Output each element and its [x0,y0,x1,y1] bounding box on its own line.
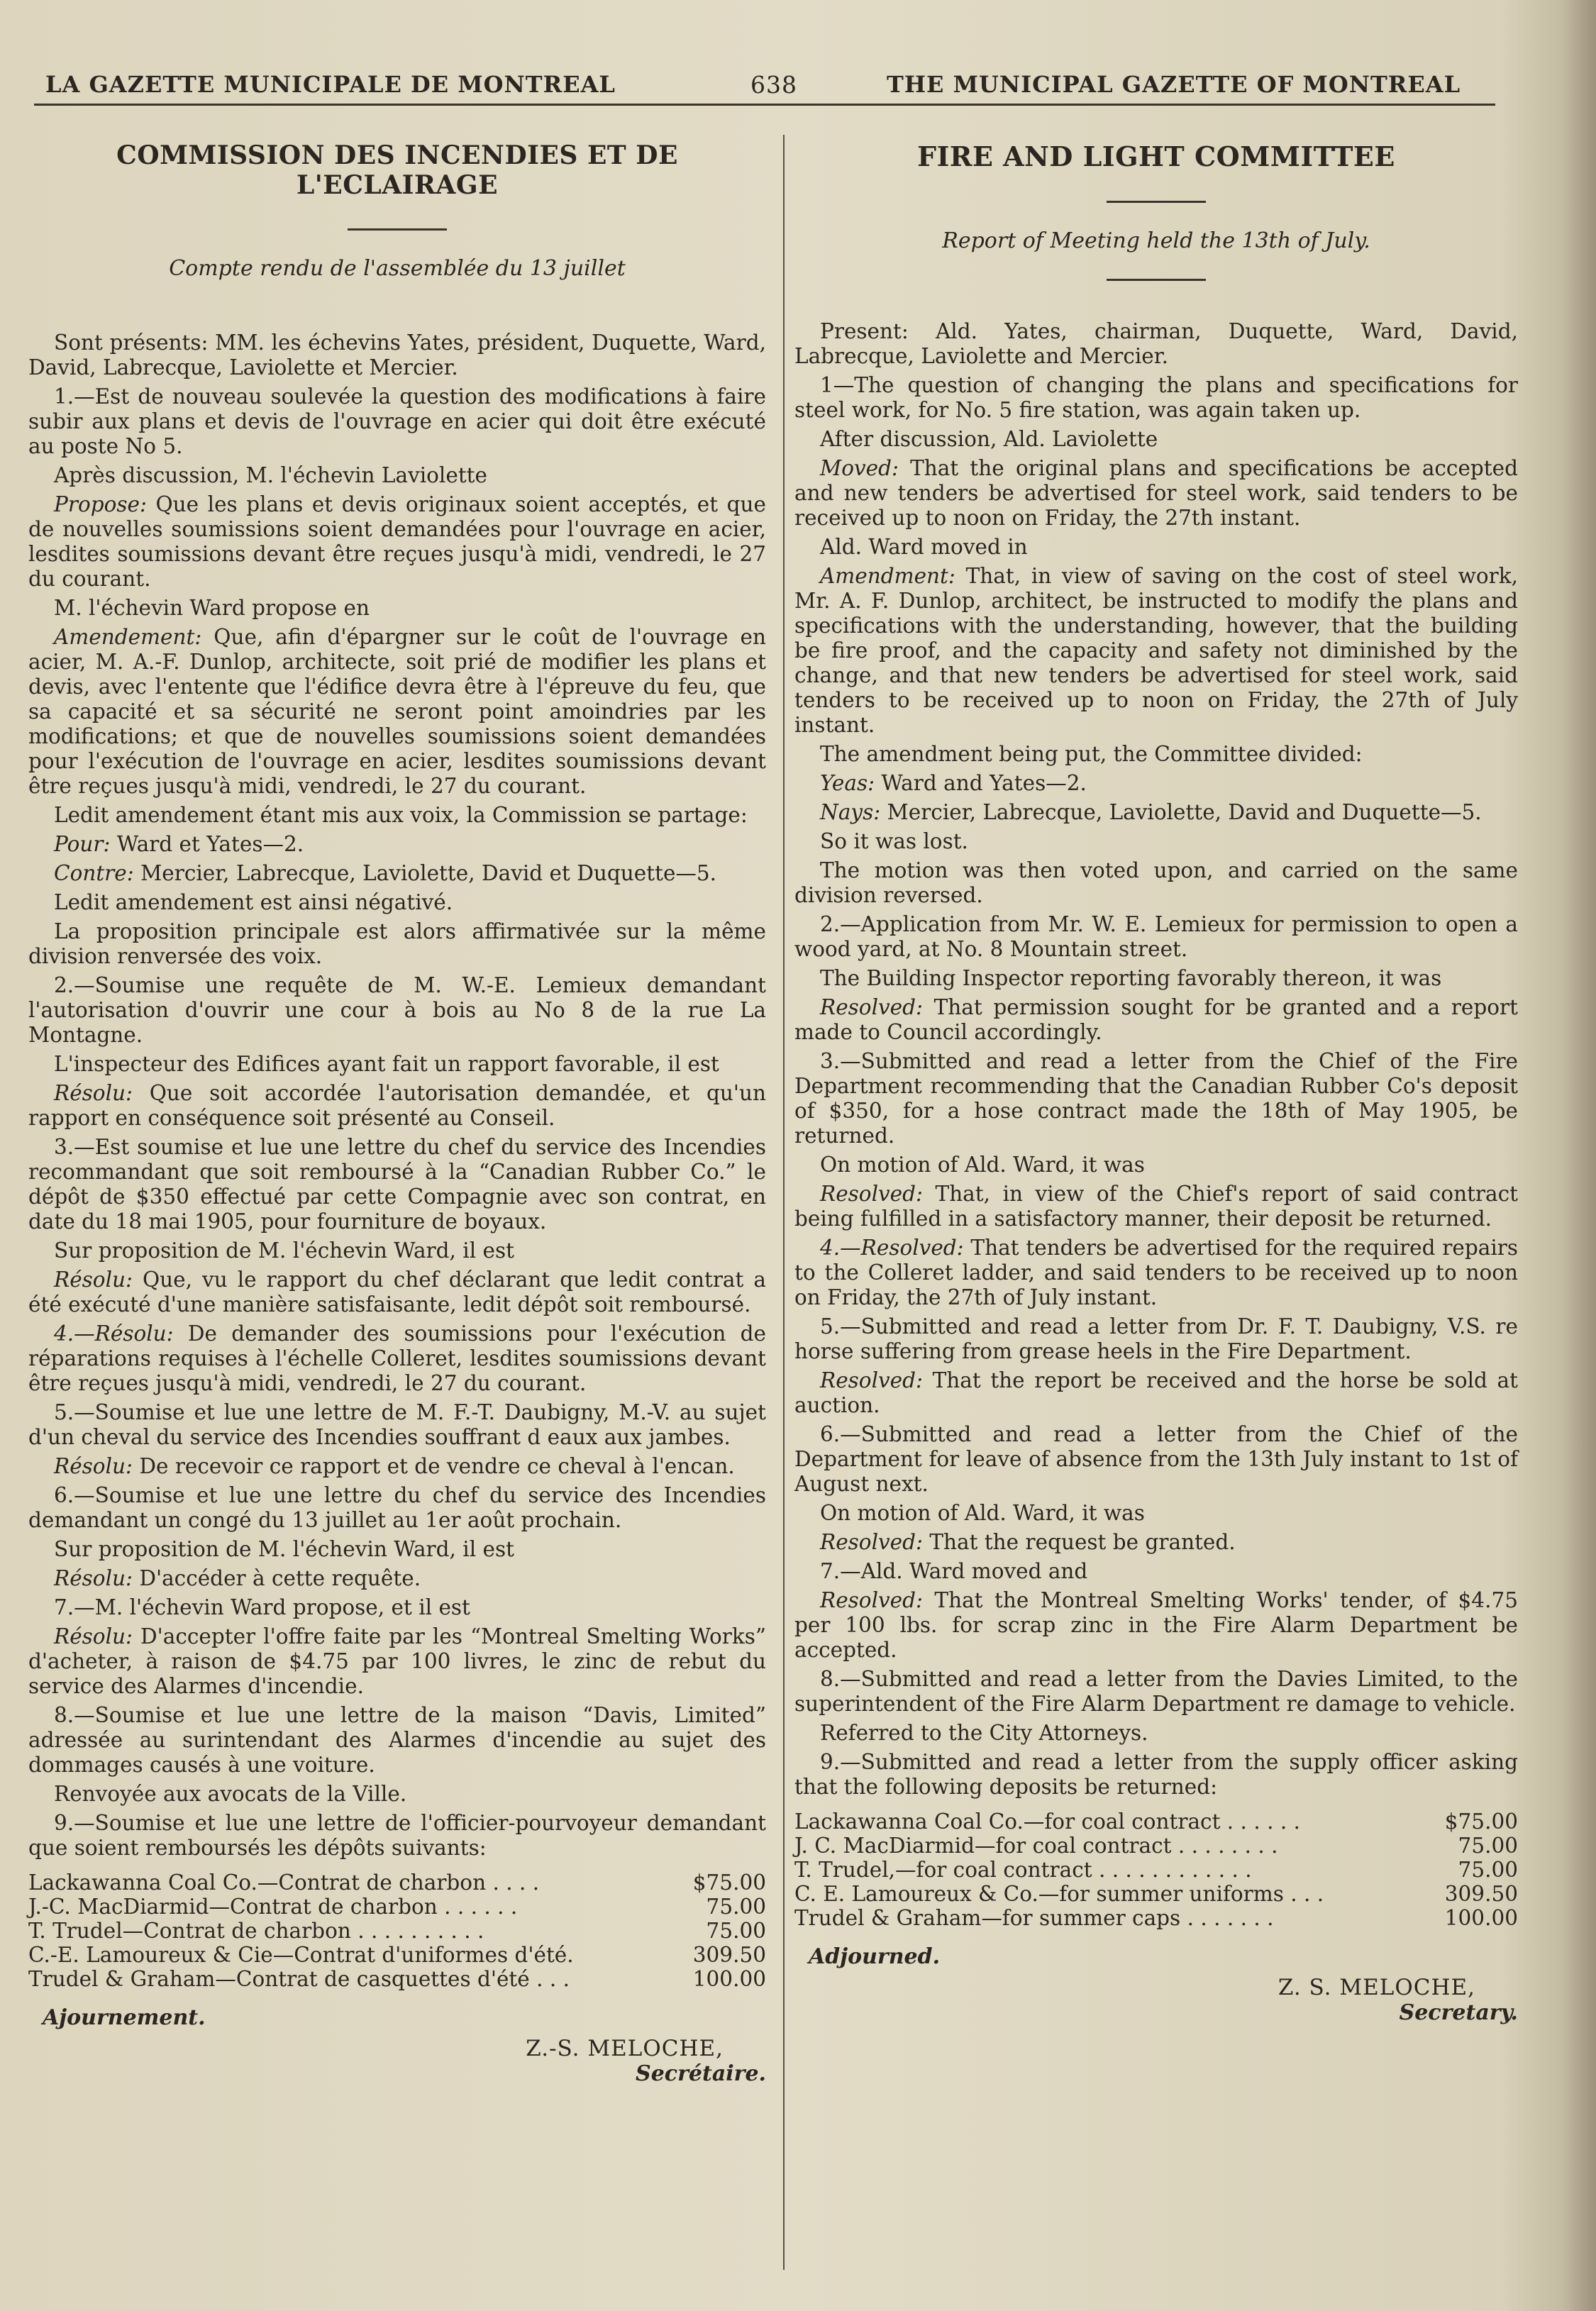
english-adjournment: Adjourned. [809,1944,941,1969]
paragraph-label: Résolu: [54,1081,133,1105]
english-deposits-table [794,1810,1518,1930]
deposit-row [28,1943,766,1967]
paragraph-text: That, in view of the Chief's report of said contract being fulfilled in a satisfactory manner, their deposit be returned. [794,1182,1518,1231]
paragraph-text: Sont présents: MM. les échevins Yates, président, Duquette, Ward, David, Labrecque, Laviolette et Mercier. [28,331,766,379]
paragraph-text: Present: Ald. Yates, chairman, Duquette, Ward, David, Labrecque, Laviolette and Mercier. [794,319,1518,368]
paragraph [28,1782,766,1807]
paragraph-text: 7.—Ald. Ward moved and [820,1559,1088,1583]
paragraph-label: Resolved: [820,1182,923,1206]
english-section-title: FIRE AND LIGHT COMMITTEE [917,140,1395,172]
paragraph-text: 1.—Est de nouveau soulevée la question des modifications à faire subir aux plans et devis de l'ouvrage en acier qui doit être exécuté au poste No 5. [28,384,766,458]
paragraph-text: That tenders be advertised for the required repairs to the Colleret ladder, and said tenders to be received up to noon on Friday, the 27th of July instant. [794,1236,1518,1309]
paragraph [28,1400,766,1450]
paragraph-label: Résolu: [54,1454,133,1478]
page-spine-shadow [1562,0,1596,2311]
paragraph-text: 9.—Soumise et lue une lettre de l'officier-pourvoyeur demandant que soient remboursés les dépôts suivants: [28,1811,766,1860]
english-signature: Z. S. MELOCHE, [1278,1975,1475,2000]
paragraph-text: 5.—Soumise et lue une lettre de M. F.-T. Daubigny, M.-V. au sujet d'un cheval du service des Incendies souffrant d eaux aux jambes. [28,1400,766,1449]
paragraph-text: Ledit amendement est ainsi négativé. [54,890,453,914]
paragraph-text: The amendment being put, the Committee divided: [820,742,1363,766]
paragraph-text: Que soit accordée l'autorisation demandée, et qu'un rapport en conséquence soit présenté au Conseil. [28,1081,766,1130]
english-signatory-role: Secretary. [1399,2000,1518,2025]
paragraph-text: 6.—Soumise et lue une lettre du chef du service des Incendies demandant un congé du 13 juillet au 1er août prochain. [28,1483,766,1532]
paragraph-text: So it was lost. [820,829,968,853]
paragraph [28,1268,766,1317]
deposit-row [794,1834,1518,1858]
paragraph-text: On motion of Ald. Ward, it was [820,1153,1145,1177]
deposit-amount: 309.50 [1444,1882,1518,1906]
deposit-item: Trudel & Graham—for summer caps . . . . . . . [794,1906,1274,1930]
paragraph-text: 3.—Est soumise et lue une lettre du chef du service des Incendies recommandant que soit remboursé à la “Canadian Rubber Co.” le dépôt de $350 effectué par cette Compagnie avec son contrat, en date du 18 mai 1905, pour fourniture de boyaux. [28,1135,766,1234]
paragraph [28,1238,766,1263]
paragraph-text: Ald. Ward moved in [820,535,1028,559]
deposit-item: T. Trudel,—for coal contract . . . . . . . . . . . . [794,1858,1252,1882]
paragraph [28,463,766,488]
deposit-amount: $75.00 [1444,1810,1518,1834]
deposit-amount: 100.00 [1444,1906,1518,1930]
french-subtitle: Compte rendu de l'assemblée du 13 juillet [169,256,626,281]
paragraph-text: 9.—Submitted and read a letter from the supply officer asking that the following deposits be returned: [794,1750,1518,1799]
paragraph [794,1667,1518,1717]
paragraph-text: 5.—Submitted and read a letter from Dr. F. T. Daubigny, V.S. re horse suffering from grease heels in the Fire Department. [794,1314,1518,1363]
paragraph-text: The motion was then voted upon, and carried on the same division reversed. [794,858,1518,907]
deposit-row [794,1882,1518,1906]
paragraph-text: Après discussion, M. l'échevin Laviolette [54,463,487,487]
title-rule [1107,201,1206,203]
title-rule [348,228,447,231]
paragraph [794,1153,1518,1177]
paragraph-text: Ward et Yates—2. [110,832,304,856]
paragraph-text: De demander des soumissions pour l'exécution de réparations requises à l'échelle Colleret, lesdites soumissions devant être reçues jusqu'à midi, vendredi, le 27 du courant. [28,1321,766,1395]
paragraph-text: 6.—Submitted and read a letter from the Chief of the Department for leave of absence from the 13th July instant to 1st of August next. [794,1422,1518,1496]
paragraph-text: Mercier, Labrecque, Laviolette, David et Duquette—5. [133,861,717,885]
paragraph-text: La proposition principale est alors affirmativée sur la même division renversée des voix. [28,919,766,968]
paragraph-text: Ward and Yates—2. [875,771,1087,795]
paragraph-text: D'accepter l'offre faite par les “Montreal Smelting Works” d'acheter, à raison de $4.75 par 100 livres, le zinc de rebut du service des Alarmes d'incendie. [28,1624,766,1698]
paragraph-text: 8.—Submitted and read a letter from the Davies Limited, to the superintendent of the Fire Alarm Department re damage to vehicle. [794,1667,1518,1716]
deposit-item: J.-C. MacDiarmid—Contrat de charbon . . . . . . [28,1895,518,1919]
paragraph [794,995,1518,1045]
paragraph-label: Moved: [820,456,899,480]
paragraph [794,771,1518,796]
deposit-item: J. C. MacDiarmid—for coal contract . . . . . . . . [794,1834,1278,1858]
paragraph [794,1559,1518,1584]
paragraph-text: Que, vu le rapport du chef déclarant que ledit contrat a été exécuté d'une manière satisfaisante, ledit dépôt soit remboursé. [28,1268,766,1317]
column-divider [783,135,785,2270]
paragraph [794,1721,1518,1746]
paragraph-label: Yeas: [820,771,875,795]
french-body [28,331,766,1861]
deposit-row [794,1858,1518,1882]
paragraph-text: Renvoyée aux avocats de la Ville. [54,1782,407,1806]
paragraph [28,919,766,969]
paragraph [28,1135,766,1234]
paragraph [794,1049,1518,1148]
paragraph [28,1624,766,1699]
paragraph-label: 4.—Résolu: [54,1321,174,1346]
french-column [28,135,766,2086]
paragraph [28,596,766,621]
paragraph-text: That the request be granted. [922,1530,1236,1554]
subtitle-rule [1107,279,1206,281]
deposit-row [28,1967,766,1991]
paragraph [794,1501,1518,1526]
header-title-english: THE MUNICIPAL GAZETTE OF MONTREAL [887,71,1461,98]
paragraph [28,973,766,1048]
paragraph-text: On motion of Ald. Ward, it was [820,1501,1145,1525]
deposit-item: C.-E. Lamoureux & Cie—Contrat d'uniformes d'été. [28,1943,574,1967]
paragraph [794,535,1518,560]
english-subtitle: Report of Meeting held the 13th of July. [942,228,1370,253]
paragraph [794,1588,1518,1663]
paragraph-label: Amendment: [820,564,955,588]
paragraph [28,861,766,886]
paragraph [794,373,1518,423]
paragraph-text: D'accéder à cette requête. [132,1566,421,1590]
paragraph [794,427,1518,452]
paragraph [794,800,1518,825]
french-deposits-table [28,1871,766,1991]
paragraph-text: That, in view of saving on the cost of steel work, Mr. A. F. Dunlop, architect, be instructed to modify the plans and specifications with the understanding, however, that the building be fire proof, and the capacity and safety not diminished by the change, and that new tenders be advertised for steel work, said tenders to be received up to noon on Friday, the 27th of July instant. [794,564,1518,737]
deposit-row [794,1906,1518,1930]
paragraph [794,1368,1518,1418]
deposit-item: C. E. Lamoureux & Co.—for summer uniforms . . . [794,1882,1324,1906]
paragraph-text: 2.—Soumise une requête de M. W.-E. Lemieux demandant l'autorisation d'ouvrir une cour à bois au No 8 de la rue La Montagne. [28,973,766,1047]
paragraph-text: L'inspecteur des Edifices ayant fait un rapport favorable, il est [54,1052,719,1076]
paragraph-text: 1—The question of changing the plans and specifications for steel work, for No. 5 fire station, was again taken up. [794,373,1518,422]
paragraph-label: Resolved: [820,1530,923,1554]
deposit-amount: 100.00 [692,1967,766,1991]
french-section-title: COMMISSION DES INCENDIES ET DE L'ECLAIRAGE [116,140,678,200]
paragraph-text: Sur proposition de M. l'échevin Ward, il est [54,1537,514,1561]
paragraph [28,1483,766,1533]
paragraph-label: Résolu: [54,1268,133,1292]
paragraph-text: That the original plans and specifications be accepted and new tenders be advertised for steel work, said tenders to be received up to noon on Friday, the 27th instant. [794,456,1518,530]
paragraph [794,858,1518,908]
deposit-row [28,1871,766,1895]
paragraph [28,832,766,857]
paragraph [28,1321,766,1396]
paragraph-label: Amendement: [54,625,202,649]
paragraph-text: Sur proposition de M. l'échevin Ward, il est [54,1238,514,1263]
deposit-item: Trudel & Graham—Contrat de casquettes d'été . . . [28,1967,570,1991]
paragraph-text: 3.—Submitted and read a letter from the Chief of the Fire Department recommending that the Canadian Rubber Co's deposit of $350, for a hose contract made the 18th of May 1905, be returned. [794,1049,1518,1148]
deposit-row [794,1810,1518,1834]
paragraph-label: Résolu: [54,1624,133,1648]
paragraph [794,1236,1518,1310]
paragraph [28,1595,766,1620]
paragraph-text: 8.—Soumise et lue une lettre de la maison “Davis, Limited” adressée au surintendant des Alarmes d'incendie au sujet des dommages causés à une voiture. [28,1703,766,1777]
deposit-amount: 75.00 [1458,1834,1518,1858]
paragraph [28,1811,766,1861]
paragraph [28,625,766,799]
paragraph-label: Résolu: [54,1566,133,1590]
paragraph [28,1566,766,1591]
paragraph-text: De recevoir ce rapport et de vendre ce cheval à l'encan. [132,1454,735,1478]
paragraph [794,1314,1518,1364]
paragraph-text: Que, afin d'épargner sur le coût de l'ouvrage en acier, M. A.-F. Dunlop, architecte, soit prié de modifier les plans et devis, avec l'entente que l'édifice devra être à l'épreuve du feu, que sa capacité et sa sécurité ne seront point amoindries par les modifications; et que de nouvelles soumissions soient demandées pour l'exécution de l'ouvrage en acier, lesdites soumissions devant être reçues jusqu'à midi, vendredi, le 27 du courant. [28,625,766,798]
deposit-amount: 75.00 [1458,1858,1518,1882]
french-adjournment: Ajournement. [43,2005,206,2030]
paragraph-text: 7.—M. l'échevin Ward propose, et il est [54,1595,470,1619]
paragraph-text: The Building Inspector reporting favorably thereon, it was [820,966,1442,990]
paragraph [28,331,766,380]
paragraph [794,742,1518,767]
paragraph [28,1454,766,1479]
deposit-item: Lackawanna Coal Co.—Contrat de charbon . . . . [28,1871,540,1895]
paragraph-text: Referred to the City Attorneys. [820,1721,1148,1745]
french-signature: Z.-S. MELOCHE, [526,2036,724,2061]
paragraph-label: 4.—Resolved: [820,1236,964,1260]
paragraph [794,319,1518,369]
paragraph [28,492,766,592]
paragraph-text: After discussion, Ald. Laviolette [820,427,1158,451]
deposit-item: T. Trudel—Contrat de charbon . . . . . . . . . . [28,1919,484,1943]
paragraph-label: Pour: [54,832,111,856]
deposit-item: Lackawanna Coal Co.—for coal contract . . . . . . [794,1810,1300,1834]
paragraph [28,384,766,459]
page-number: 638 [750,71,797,99]
paragraph-label: Resolved: [820,1588,923,1612]
paragraph [794,456,1518,531]
paragraph [794,966,1518,991]
paragraph-text: That the report be received and the horse be sold at auction. [794,1368,1518,1417]
paragraph-text: Mercier, Labrecque, Laviolette, David and Duquette—5. [880,800,1482,824]
paragraph [28,1081,766,1131]
paragraph-text: 2.—Application from Mr. W. E. Lemieux for permission to open a wood yard, at No. 8 Mountain street. [794,912,1518,961]
paragraph [28,1703,766,1778]
paragraph [794,1422,1518,1497]
paragraph [28,1537,766,1562]
paragraph [794,1182,1518,1231]
header-rule [34,104,1495,106]
header-title-french: LA GAZETTE MUNICIPALE DE MONTREAL [45,71,616,98]
deposit-amount: 75.00 [706,1895,766,1919]
paragraph [794,1530,1518,1555]
paragraph [794,564,1518,738]
deposit-amount: $75.00 [692,1871,766,1895]
deposit-row [28,1895,766,1919]
english-column [794,135,1518,2025]
paragraph-label: Nays: [820,800,881,824]
deposit-row [28,1919,766,1943]
deposit-amount: 75.00 [706,1919,766,1943]
paragraph-text: Que les plans et devis originaux soient acceptés, et que de nouvelles soumissions soient demandées pour l'ouvrage en acier, lesdites soumissions devant être reçues jusqu'à midi, vendredi, le 27 du courant. [28,492,766,591]
deposit-amount: 309.50 [692,1943,766,1967]
paragraph-text: That the Montreal Smelting Works' tender, of $4.75 per 100 lbs. for scrap zinc in the Fire Alarm Department be accepted. [794,1588,1518,1662]
paragraph [794,912,1518,962]
paragraph-label: Contre: [54,861,134,885]
paragraph-label: Resolved: [820,1368,923,1392]
paragraph-label: Propose: [54,492,147,516]
paragraph-text: That permission sought for be granted and a report made to Council accordingly. [794,995,1518,1044]
french-signatory-role: Secrétaire. [636,2061,766,2086]
paragraph [28,803,766,828]
paragraph [28,1052,766,1077]
paragraph [28,890,766,915]
paragraph-text: M. l'échevin Ward propose en [54,596,370,620]
paragraph-label: Resolved: [820,995,923,1019]
english-body [794,319,1518,1800]
paragraph [794,829,1518,854]
paragraph-text: Ledit amendement étant mis aux voix, la Commission se partage: [54,803,748,827]
paragraph [794,1750,1518,1800]
